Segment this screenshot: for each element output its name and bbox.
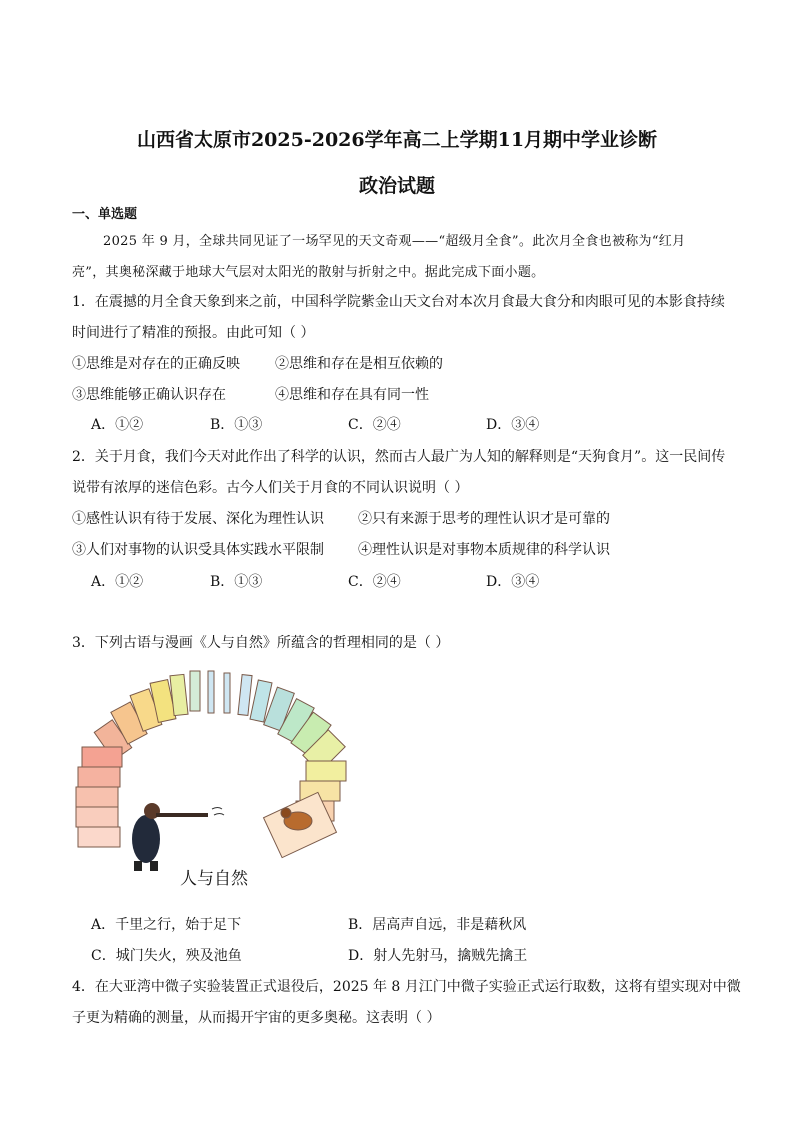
intro-line-2: 亮”，其奥秘深藏于地球大气层对太阳光的散射与折射之中。据此完成下面小题。: [72, 265, 545, 280]
q2-stem-line-2: 说带有浓厚的迷信色彩。古今人们关于月食的不同认识说明（ ）: [72, 480, 469, 496]
intro-line-1: 2025 年 9 月，全球共同见证了一场罕见的天文奇观——“超级月全食”。此次月全食也被称为“红月: [103, 234, 686, 249]
domino-cartoon-illustration: [74, 663, 359, 888]
q3-option-b[interactable]: B．居高声自远，非是藉秋风: [348, 917, 527, 933]
page-title-line2: 政治试题: [358, 175, 435, 197]
q2-option-d[interactable]: D．③④: [486, 574, 540, 590]
q2-option-c[interactable]: C．②④: [348, 574, 401, 590]
q2-option-a[interactable]: A．①②: [91, 574, 144, 590]
q2-statement-2: ②只有来源于思考的理性认识才是可靠的: [358, 511, 610, 527]
cartoon-caption: 人与自然: [180, 869, 248, 888]
q1-option-c[interactable]: C．②④: [348, 417, 401, 433]
q1-option-b[interactable]: B．①③: [210, 417, 263, 433]
q4-stem-line-1: 4．在大亚湾中微子实验装置正式退役后，2025 年 8 月江门中微子实验正式运行取数，这将有望实现对中微: [72, 979, 741, 995]
q3-option-d[interactable]: D．射人先射马，擒贼先擒王: [348, 948, 528, 964]
q2-option-b[interactable]: B．①③: [210, 574, 263, 590]
q1-stem-line-2: 时间进行了精准的预报。由此可知（ ）: [72, 325, 315, 341]
page-title-line1: 山西省太原市2025-2026学年高二上学期11月期中学业诊断: [136, 129, 658, 151]
cartoon-man-and-nature: [74, 663, 359, 888]
q1-statement-3: ③思维能够正确认识存在: [72, 387, 226, 403]
q1-stem-line-1: 1．在震撼的月全食天象到来之前，中国科学院紫金山天文台对本次月食最大食分和肉眼可见的本影食持续: [72, 294, 725, 310]
q1-statement-4: ④思维和存在具有同一性: [275, 387, 429, 403]
q1-option-d[interactable]: D．③④: [486, 417, 540, 433]
q2-stem-line-1: 2．关于月食，我们今天对此作出了科学的认识，然而古人最广为人知的解释则是“天狗食月”。这一民间传: [72, 449, 726, 465]
q4-stem-line-2: 子更为精确的测量，从而揭开宇宙的更多奥秘。这表明（ ）: [72, 1010, 441, 1026]
q2-statement-4: ④理性认识是对事物本质规律的科学认识: [358, 542, 610, 558]
q1-statement-1: ①思维是对存在的正确反映: [72, 356, 240, 372]
q3-option-a[interactable]: A．千里之行，始于足下: [91, 917, 242, 933]
section-heading: 一、单选题: [72, 207, 138, 222]
q1-option-a[interactable]: A．①②: [91, 417, 144, 433]
q3-option-c[interactable]: C．城门失火，殃及池鱼: [91, 948, 242, 964]
q2-statement-3: ③人们对事物的认识受具体实践水平限制: [72, 542, 324, 558]
q2-statement-1: ①感性认识有待于发展、深化为理性认识: [72, 511, 324, 527]
q1-statement-2: ②思维和存在是相互依赖的: [275, 356, 443, 372]
q3-stem: 3．下列古语与漫画《人与自然》所蕴含的哲理相同的是（ ）: [72, 635, 450, 651]
